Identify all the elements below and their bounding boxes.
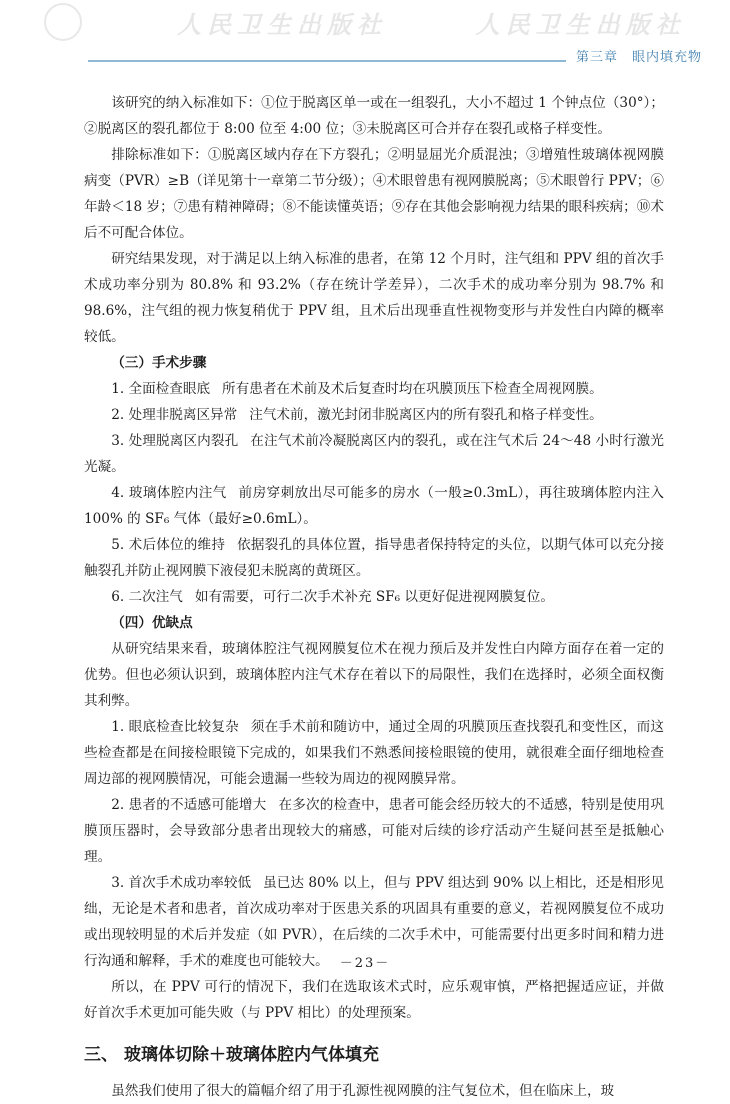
step-item <box>84 480 664 532</box>
section-heading <box>84 1040 664 1070</box>
limitation-text: 虽已达 80% 以上，但与 PPV 组达到 90% 以上相比，还是相形见绌，无论是术者和患者，首次成功率对于医患关系的巩固具有重要的意义，若视网膜复位不成功或出现较明显的术后并发症（如 PVR），在后续的二次手术中，可能需要付出更多时间和精力进行沟通和解释，手术的难度也可能较大。 <box>84 875 664 969</box>
step-title: 3. 处理脱离区内裂孔 <box>111 433 239 449</box>
step-item <box>84 402 664 428</box>
limitation-title: 2. 患者的不适感可能增大 <box>111 797 267 813</box>
watermark-text: 人民卫生出版社 <box>176 9 387 39</box>
section-number: 三、 <box>84 1045 118 1065</box>
page-header <box>88 46 702 70</box>
subheading-pros-cons: （四）优缺点 <box>111 615 193 631</box>
paragraph-conclusion: 所以，在 PPV 可行的情况下，我们在选取该术式时，应乐观审慎，严格把握适应证，并做好首次手术更加可能失败（与 PPV 相比）的处理预案。 <box>84 979 664 1021</box>
watermark-text: 人民卫生出版社 <box>475 9 686 39</box>
paragraph-section3-intro: 虽然我们使用了很大的篇幅介绍了用于孔源性视网膜的注气复位术，但在临床上，玻 <box>111 1083 615 1099</box>
paragraph-exclusion-criteria: 排除标准如下：①脱离区域内存在下方裂孔；②明显屈光介质混浊；③增殖性玻璃体视网膜病变（PVR）≥B（详见第十一章第二节分级）；④术眼曾患有视网膜脱离；⑤术眼曾行 PPV；⑥年龄＜18 岁；⑦患有精神障碍；⑧不能读懂英语；⑨存在其他会影响视力结果的眼科疾病；⑩术后不可配合体位。 <box>84 147 664 241</box>
paragraph-inclusion-criteria: 该研究的纳入标准如下：①位于脱离区单一或在一组裂孔，大小不超过 1 个钟点位（30°）；②脱离区的裂孔都位于 8:00 位至 4:00 位；③未脱离区可合并存在裂孔或格子样变性。 <box>84 95 664 137</box>
step-title: 2. 处理非脱离区异常 <box>111 407 238 423</box>
step-item <box>84 532 664 584</box>
watermark-seal-icon <box>44 3 82 41</box>
limitation-text: 在多次的检查中，患者可能会经历较大的不适感，特别是使用巩膜顶压器时，会导致部分患者出现较大的痛感，可能对后续的诊疗活动产生疑问甚至是抵触心理。 <box>84 797 665 865</box>
limitation-text: 须在手术前和随访中，通过全周的巩膜顶压查找裂孔和变性区，而这些检查都是在间接检眼镜下完成的，如果我们不熟悉间接检眼镜的使用，就很难全面仔细地检查周边部的视网膜情况，可能会遗漏一些较为周边的视网膜异常。 <box>84 719 664 787</box>
step-text: 如有需要，可行二次手术补充 SF₆ 以更好促进视网膜复位。 <box>194 589 554 605</box>
step-title: 5. 术后体位的维持 <box>111 537 226 553</box>
paragraph-results: 研究结果发现，对于满足以上纳入标准的患者，在第 12 个月时，注气组和 PPV 组的首次手术成功率分别为 80.8% 和 93.2%（存在统计学差异），二次手术的成功率分别为 98.7% 和 98.6%，注气组的视力恢复稍优于 PPV 组，且术后出现垂直性视物变形与并发性白内障的概率较低。 <box>84 251 664 345</box>
limitation-title: 3. 首次手术成功率较低 <box>111 875 252 891</box>
step-text: 依据裂孔的具体位置，指导患者保持特定的头位，以期气体可以充分接触裂孔并防止视网膜下液侵犯未脱离的黄斑区。 <box>84 537 665 579</box>
section-title: 玻璃体切除＋玻璃体腔内气体填充 <box>124 1045 379 1065</box>
chapter-label: 第三章 眼内填充物 <box>566 46 702 65</box>
step-item <box>84 376 664 402</box>
step-item <box>84 584 664 610</box>
step-text: 前房穿刺放出尽可能多的房水（一般≥0.3mL），再往玻璃体腔内注入 100% 的 SF₆ 气体（最好≥0.6mL）。 <box>84 485 664 527</box>
step-title: 1. 全面检查眼底 <box>111 381 211 397</box>
limitation-item <box>84 714 664 792</box>
step-text: 注气术前，激光封闭非脱离区内的所有裂孔和格子样变性。 <box>249 407 603 423</box>
paragraph-pros-intro: 从研究结果来看，玻璃体腔注气视网膜复位术在视力预后及并发性白内障方面存在着一定的优势。但也必须认识到，玻璃体腔内注气术存在着以下的局限性，我们在选择时，必须全面权衡其利弊。 <box>84 641 664 709</box>
step-text: 在注气术前冷凝脱离区内的裂孔，或在注气术后 24～48 小时行激光光凝。 <box>84 433 664 475</box>
step-title: 6. 二次注气 <box>111 589 183 605</box>
page-number: －23－ <box>339 956 391 971</box>
step-text: 所有患者在术前及术后复查时均在巩膜顶压下检查全周视网膜。 <box>222 381 603 397</box>
limitation-title: 1. 眼底检查比较复杂 <box>111 719 239 735</box>
step-item <box>84 428 664 480</box>
subheading-surgical-steps: （三）手术步骤 <box>111 355 207 371</box>
step-title: 4. 玻璃体腔内注气 <box>111 485 227 501</box>
watermark-row <box>0 2 730 42</box>
limitation-item <box>84 792 664 870</box>
